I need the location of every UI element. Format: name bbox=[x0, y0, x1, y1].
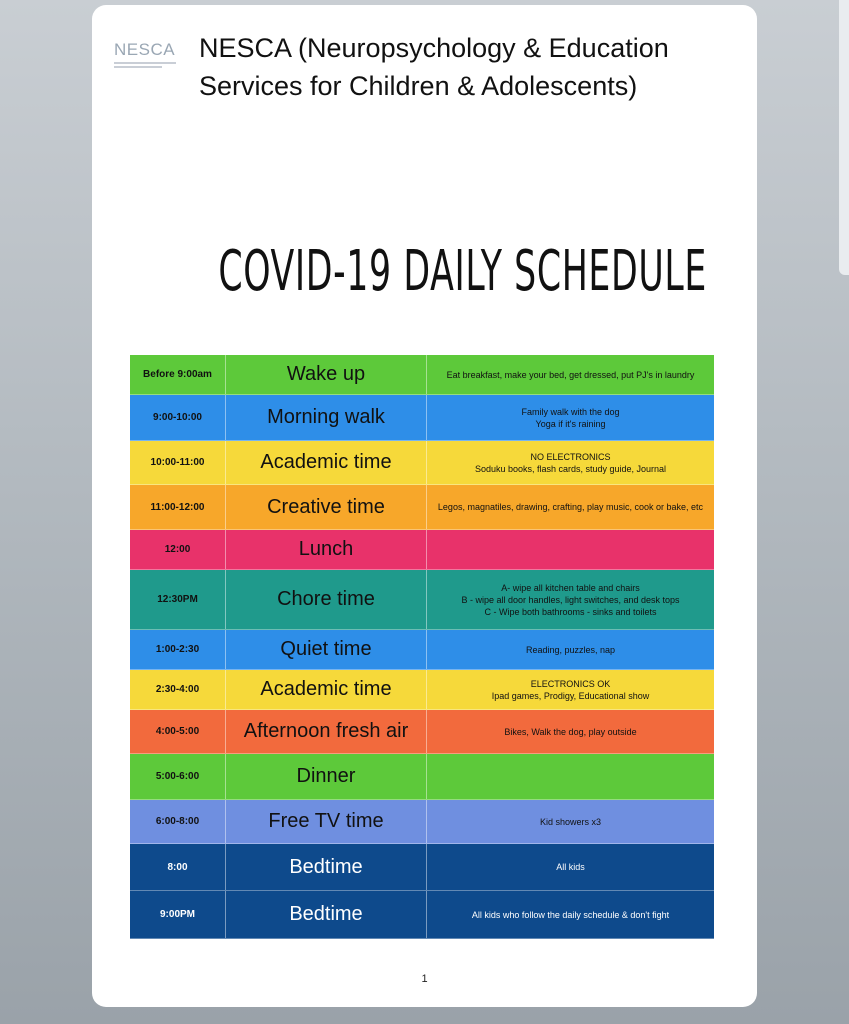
time-cell: 4:00-5:00 bbox=[130, 710, 226, 753]
time-cell: 2:30-4:00 bbox=[130, 670, 226, 709]
organization-name: NESCA (Neuropsychology & Education Services for Children & Adolescents) bbox=[199, 33, 669, 101]
note-line: NO ELECTRONICS bbox=[530, 451, 611, 462]
note-line: All kids who follow the daily schedule & don't fight bbox=[471, 909, 670, 920]
note-line: Yoga if it's raining bbox=[535, 418, 606, 429]
time-cell: 9:00-10:00 bbox=[130, 395, 226, 440]
notes-cell bbox=[427, 800, 714, 843]
notes-cell bbox=[427, 530, 714, 569]
time-cell: 10:00-11:00 bbox=[130, 441, 226, 484]
activity-cell: Bedtime bbox=[226, 891, 427, 938]
time-cell: 9:00PM bbox=[130, 891, 226, 938]
note-line: Family walk with the dog bbox=[521, 406, 620, 417]
note-line: Kid showers x3 bbox=[539, 816, 602, 827]
activity-cell: Academic time bbox=[226, 670, 427, 709]
note-line: Legos, magnatiles, drawing, crafting, play music, cook or bake, etc bbox=[437, 502, 704, 512]
schedule-row bbox=[130, 710, 714, 754]
time-cell: 12:00 bbox=[130, 530, 226, 569]
schedule-title: COVID-19 DAILY SCHEDULE bbox=[218, 239, 707, 304]
schedule-row bbox=[130, 395, 714, 441]
note-line: Ipad games, Prodigy, Educational show bbox=[491, 690, 650, 701]
activity-cell: Quiet time bbox=[226, 630, 427, 669]
logo-text: NESCA bbox=[114, 40, 176, 59]
activity-cell: Morning walk bbox=[226, 395, 427, 440]
activity-cell: Chore time bbox=[226, 570, 427, 629]
activity-cell: Academic time bbox=[226, 441, 427, 484]
time-cell: 1:00-2:30 bbox=[130, 630, 226, 669]
notes-cell bbox=[427, 485, 714, 529]
time-cell: 12:30PM bbox=[130, 570, 226, 629]
schedule-row bbox=[130, 630, 714, 670]
schedule-row bbox=[130, 485, 714, 530]
schedule-row bbox=[130, 530, 714, 570]
activity-cell: Afternoon fresh air bbox=[226, 710, 427, 753]
page-number: 1 bbox=[421, 973, 428, 985]
schedule-row bbox=[130, 355, 714, 395]
schedule-row bbox=[130, 570, 714, 630]
note-line: A- wipe all kitchen table and chairs bbox=[501, 582, 640, 593]
notes-cell bbox=[427, 355, 714, 394]
nesca-logo bbox=[114, 41, 186, 91]
note-line: B - wipe all door handles, light switches, and desk tops bbox=[461, 594, 680, 605]
note-line: ELECTRONICS OK bbox=[530, 678, 611, 689]
notes-cell bbox=[427, 891, 714, 938]
time-cell: 11:00-12:00 bbox=[130, 485, 226, 529]
time-cell: 8:00 bbox=[130, 844, 226, 890]
schedule-row bbox=[130, 800, 714, 844]
note-line: Eat breakfast, make your bed, get dressed, put PJ's in laundry bbox=[446, 369, 695, 380]
logo-tagline-line bbox=[114, 62, 176, 64]
notes-cell bbox=[427, 630, 714, 669]
notes-cell bbox=[427, 844, 714, 890]
schedule-row bbox=[130, 754, 714, 800]
scrollbar-thumb[interactable] bbox=[839, 0, 849, 275]
note-line: Bikes, Walk the dog, play outside bbox=[504, 726, 637, 737]
time-cell: 6:00-8:00 bbox=[130, 800, 226, 843]
activity-cell: Bedtime bbox=[226, 844, 427, 890]
schedule-row bbox=[130, 891, 714, 939]
document-header bbox=[92, 5, 757, 145]
logo-tagline-line bbox=[114, 66, 162, 68]
notes-cell bbox=[427, 710, 714, 753]
time-cell: 5:00-6:00 bbox=[130, 754, 226, 799]
activity-cell: Lunch bbox=[226, 530, 427, 569]
note-line: C - Wipe both bathrooms - sinks and toilets bbox=[484, 606, 657, 617]
activity-cell: Free TV time bbox=[226, 800, 427, 843]
schedule-table bbox=[130, 355, 714, 939]
time-cell: Before 9:00am bbox=[130, 355, 226, 394]
notes-cell bbox=[427, 395, 714, 440]
activity-cell: Wake up bbox=[226, 355, 427, 394]
activity-cell: Creative time bbox=[226, 485, 427, 529]
activity-cell: Dinner bbox=[226, 754, 427, 799]
note-line: Reading, puzzles, nap bbox=[525, 644, 616, 655]
note-line: Soduku books, flash cards, study guide, Journal bbox=[474, 463, 667, 474]
document-card bbox=[92, 5, 757, 1007]
notes-cell bbox=[427, 441, 714, 484]
schedule-row bbox=[130, 844, 714, 891]
note-line: All kids bbox=[556, 862, 585, 872]
notes-cell bbox=[427, 754, 714, 799]
schedule-row bbox=[130, 441, 714, 485]
notes-cell bbox=[427, 670, 714, 709]
schedule-row bbox=[130, 670, 714, 710]
notes-cell bbox=[427, 570, 714, 629]
